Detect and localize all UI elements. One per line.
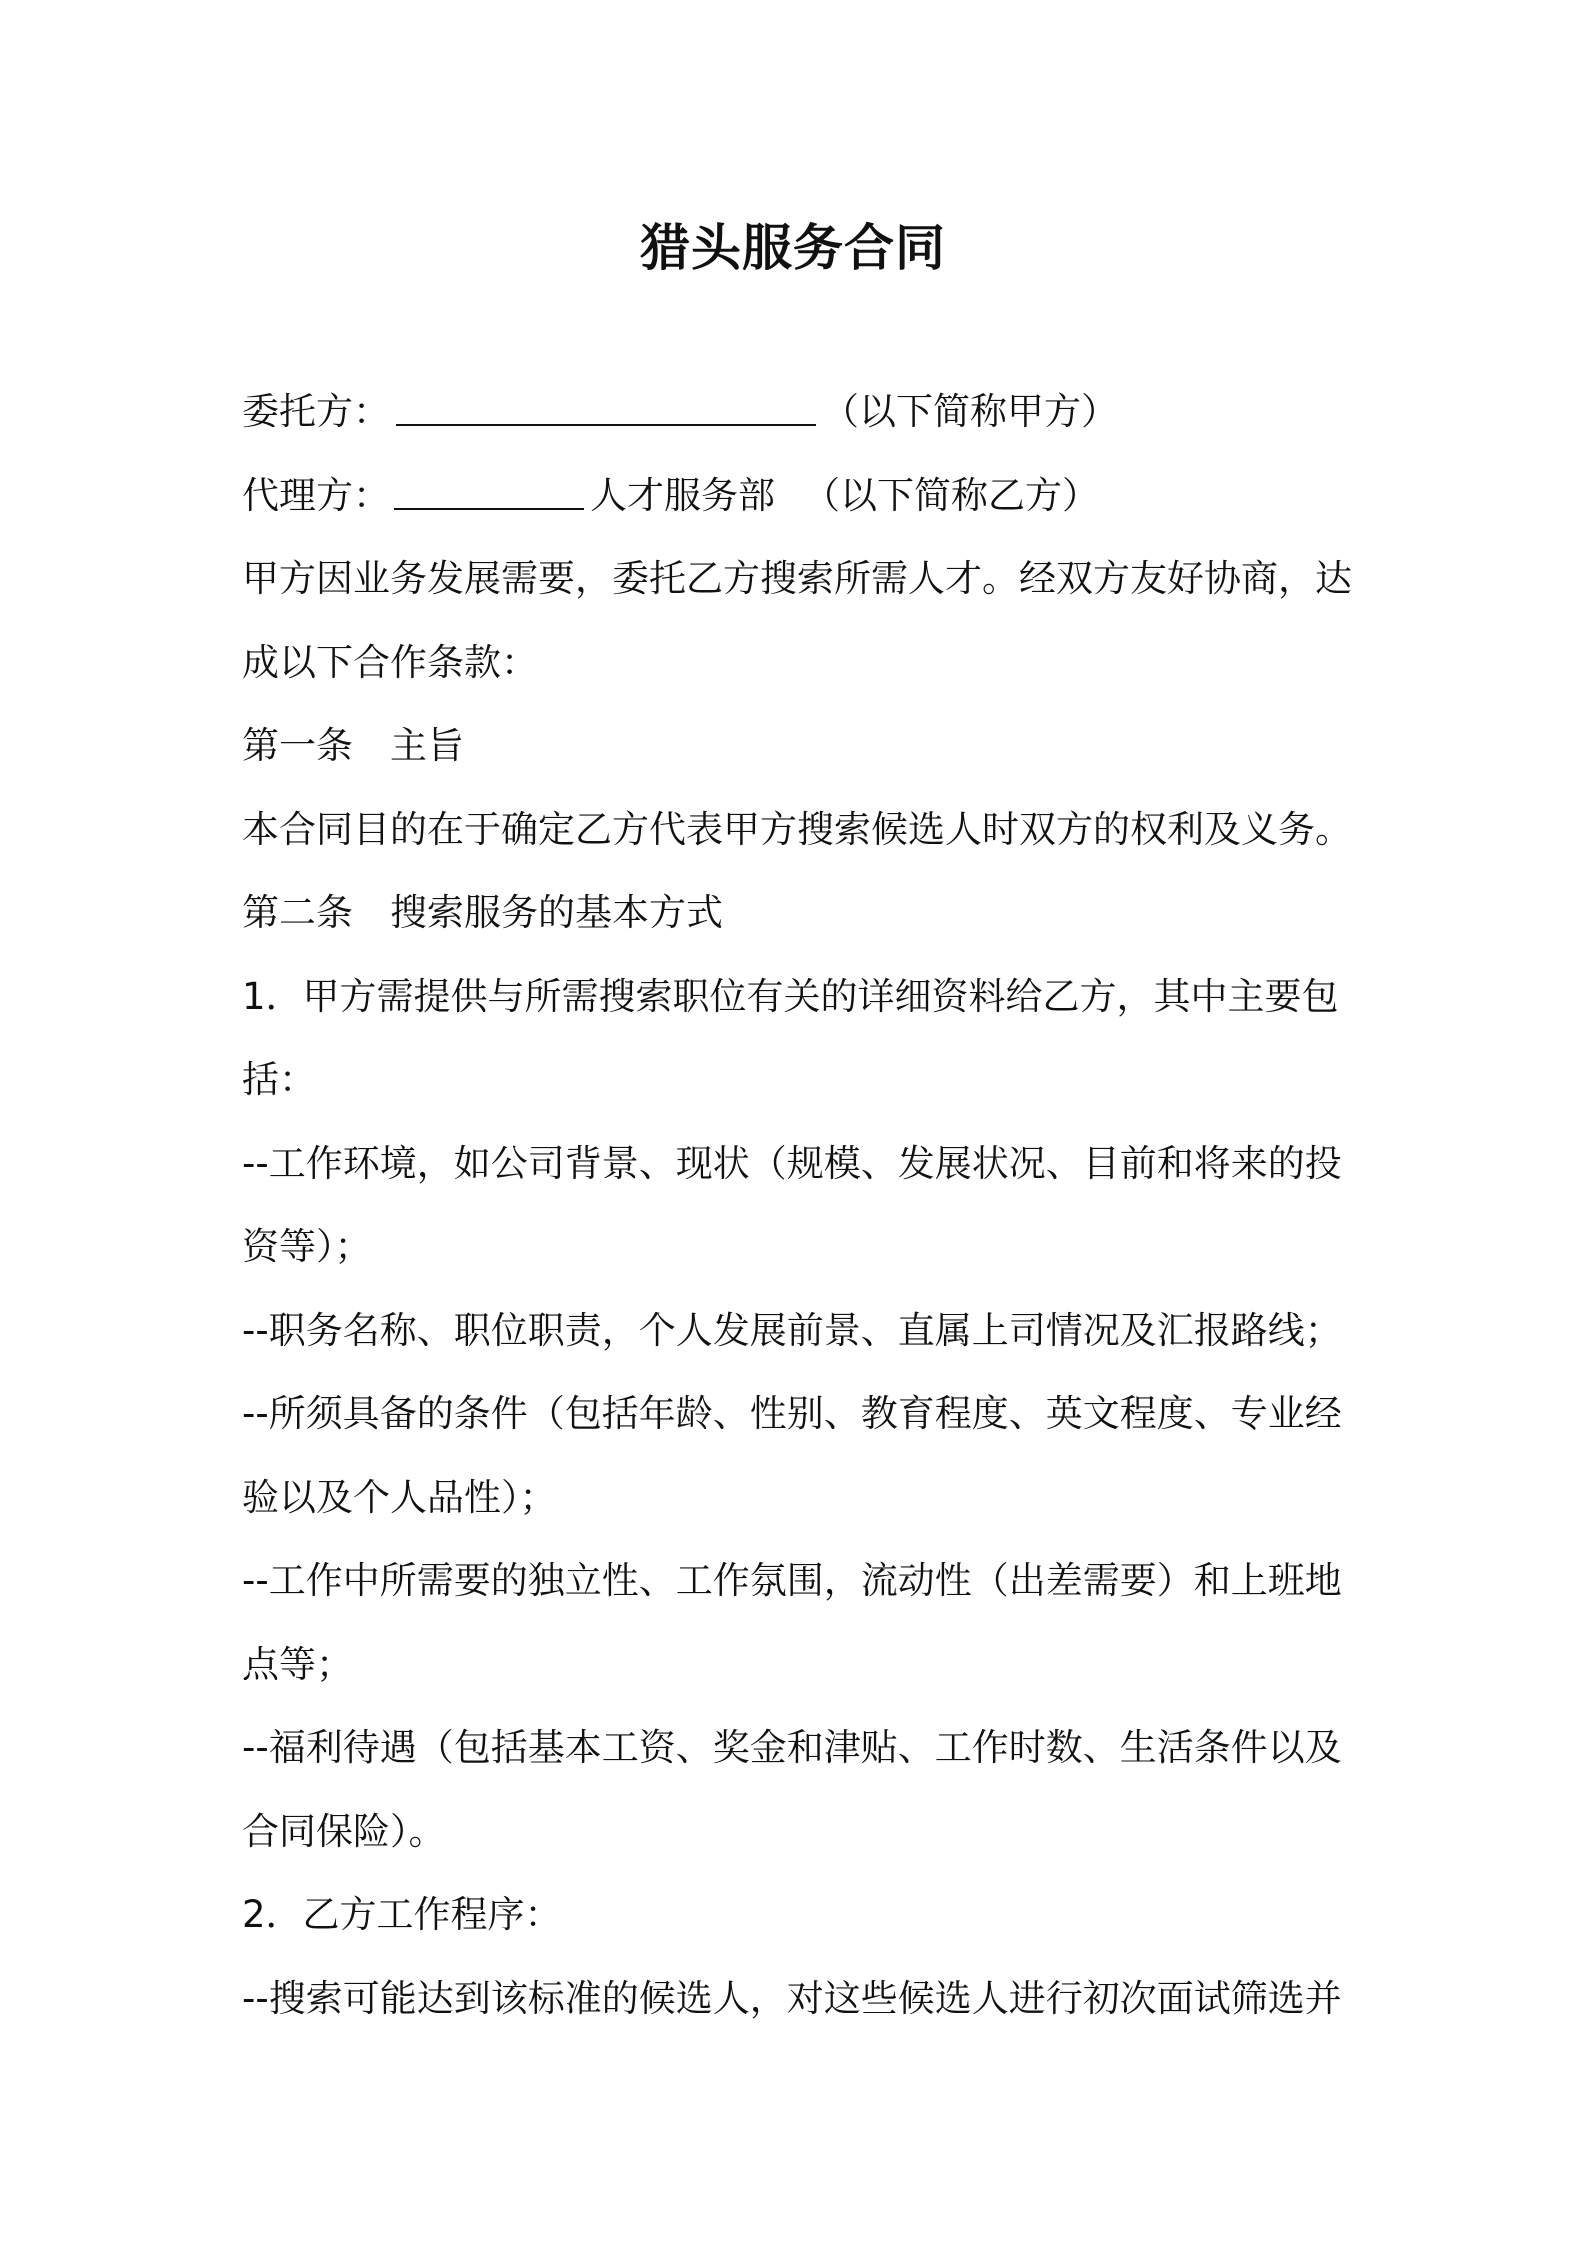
- bullet-line: 点等；: [242, 1642, 353, 1686]
- bullet-line: 验以及个人品性）；: [242, 1475, 557, 1519]
- list-item: 括：: [242, 1058, 316, 1101]
- article-1-heading: 第一条 主旨: [242, 724, 464, 767]
- paragraph-line: 成以下合作条款：: [242, 640, 538, 684]
- agent-suffix: （以下简称乙方）: [803, 473, 1099, 517]
- agent-label: 代理方：: [242, 473, 390, 517]
- client-name-blank: [396, 384, 816, 426]
- list-item: 2．乙方工作程序：: [242, 1893, 562, 1936]
- agent-name-suffix: 人才服务部: [590, 473, 775, 517]
- agent-line: [242, 454, 1362, 538]
- bullet-line: --所须具备的条件（包括年龄、性别、教育程度、英文程度、专业经: [242, 1392, 1342, 1435]
- article-2-heading: 第二条 搜索服务的基本方式: [242, 891, 723, 934]
- client-label: 委托方：: [242, 390, 390, 433]
- bullet-line: 资等）；: [242, 1225, 372, 1268]
- client-suffix: （以下简称甲方）: [822, 390, 1118, 433]
- paragraph-line: 甲方因业务发展需要，委托乙方搜索所需人才。经双方友好协商，达: [242, 557, 1352, 600]
- page-title: 猎头服务合同: [640, 219, 946, 277]
- list-item: 1．甲方需提供与所需搜索职位有关的详细资料给乙方，其中主要包: [242, 974, 1339, 1018]
- bullet-line: 合同保险）。: [242, 1809, 446, 1853]
- bullet-line: --工作中所需要的独立性、工作氛围，流动性（出差需要）和上班地: [242, 1559, 1342, 1602]
- bullet-line: --职务名称、职位职责，个人发展前景、直属上司情况及汇报路线；: [242, 1308, 1342, 1352]
- bullet-line: --福利待遇（包括基本工资、奖金和津贴、工作时数、生活条件以及: [242, 1726, 1342, 1769]
- bullet-line: --工作环境，如公司背景、现状（规模、发展状况、目前和将来的投: [242, 1141, 1342, 1185]
- agent-name-blank: [394, 468, 584, 510]
- bullet-line: --搜索可能达到该标准的候选人，对这些候选人进行初次面试筛选并: [242, 1976, 1342, 2020]
- paragraph-line: 本合同目的在于确定乙方代表甲方搜索候选人时双方的权利及义务。: [242, 807, 1352, 851]
- client-line: [242, 370, 1362, 454]
- contract-body: [242, 370, 1362, 2040]
